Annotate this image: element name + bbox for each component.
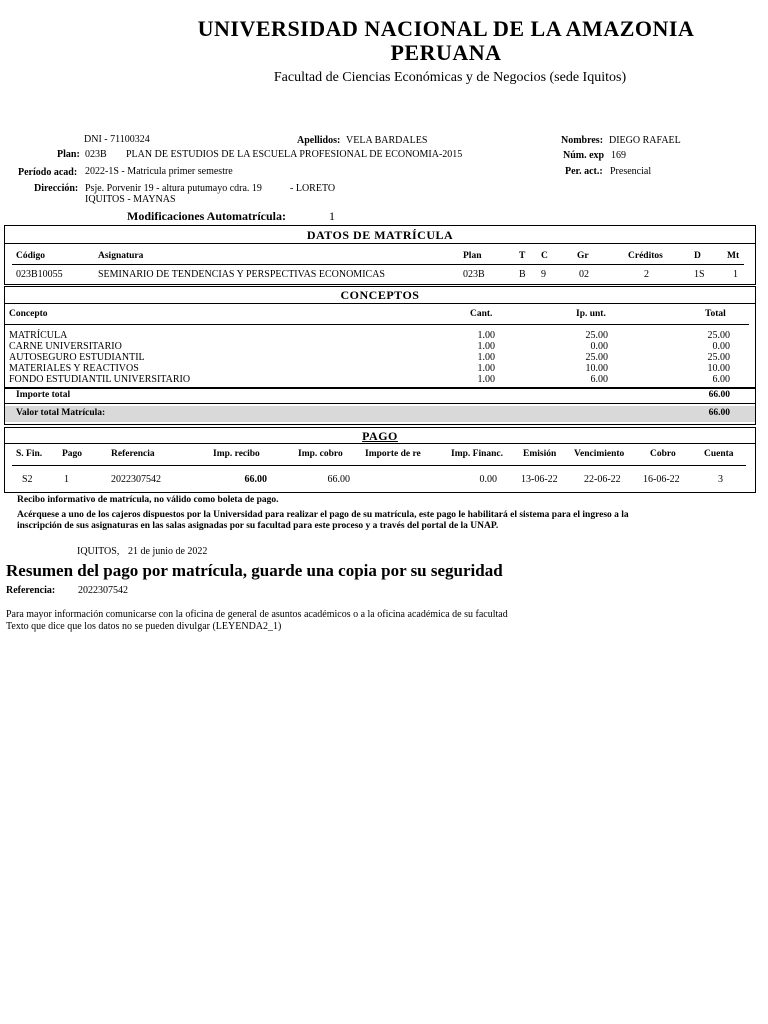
address-line1: Psje. Porvenir 19 - altura putumayo cdra. 19: [85, 183, 262, 194]
col-c: C: [541, 251, 548, 261]
divider: [12, 465, 746, 466]
cell-plan: 023B: [463, 269, 485, 280]
student-dni: DNI - 71100324: [84, 134, 150, 145]
modifications-label: Modificaciones Automatrícula:: [127, 209, 286, 223]
enrollment-total-label: Valor total Matrícula:: [16, 408, 106, 418]
total-amount-label: Importe total: [16, 390, 71, 400]
faculty-name: Facultad de Ciencias Económicas y de Negocios (sede Iquitos): [273, 70, 627, 85]
cell-mt: 1: [733, 269, 738, 280]
names-value: DIEGO RAFAEL: [609, 135, 681, 146]
col-total: Total: [705, 309, 726, 319]
concept-name: MATRÍCULA: [9, 330, 68, 341]
legend-text: Texto que dice que los datos no se pueden divulgar (LEYENDA2_1): [6, 621, 282, 632]
col-vencimiento: Vencimiento: [574, 449, 625, 459]
divider: [5, 443, 755, 444]
address-line2: IQUITOS - MAYNAS: [85, 194, 176, 205]
concept-unit: 6.00: [590, 374, 608, 385]
cell-asignatura: SEMINARIO DE TENDENCIAS Y PERSPECTIVAS ECONOMICAS: [98, 269, 385, 280]
col-referencia: Referencia: [111, 449, 155, 459]
names-label: Nombres:: [561, 135, 604, 146]
col-unit-price: Ip. unt.: [576, 309, 606, 319]
col-importe-re: Importe de re: [365, 449, 421, 459]
surname-value: VELA BARDALES: [346, 135, 428, 146]
summary-title: Resumen del pago por matrícula, guarde una copia por su seguridad: [6, 561, 503, 580]
concept-qty: 1.00: [477, 341, 495, 352]
enrollment-title: DATOS DE MATRÍCULA: [306, 228, 454, 242]
modality-value: Presencial: [610, 166, 652, 177]
col-cuenta: Cuenta: [704, 449, 734, 459]
concept-total: 10.00: [707, 363, 730, 374]
cell-c: 9: [541, 269, 546, 280]
plan-code: 023B: [85, 149, 107, 160]
divider: [5, 243, 755, 244]
plan-label: Plan:: [57, 149, 80, 160]
col-creditos: Créditos: [628, 251, 663, 261]
payment-title: PAGO: [362, 429, 398, 443]
plan-name: PLAN DE ESTUDIOS DE LA ESCUELA PROFESIONAL DE ECONOMIA-2015: [126, 149, 463, 160]
divider: [5, 303, 755, 304]
cell-imp-financ: 0.00: [479, 474, 497, 485]
concept-total: 6.00: [712, 374, 730, 385]
concept-unit: 25.00: [585, 330, 608, 341]
receipt-note: Recibo informativo de matrícula, no válido como boleta de pago.: [17, 495, 279, 505]
col-concepto: Concepto: [9, 309, 48, 319]
concept-qty: 1.00: [477, 330, 495, 341]
cell-imp-cobro: 66.00: [327, 474, 350, 485]
col-asignatura: Asignatura: [98, 251, 144, 261]
concept-qty: 1.00: [477, 363, 495, 374]
university-name-line1: UNIVERSIDAD NACIONAL DE LA AMAZONIA: [197, 16, 695, 41]
col-codigo: Código: [16, 251, 46, 261]
period-label: Período acad:: [18, 167, 78, 178]
col-mt: Mt: [727, 251, 740, 261]
university-name-line2: PERUANA: [390, 40, 502, 65]
modality-label: Per. act.:: [565, 166, 603, 177]
concept-total: 0.00: [712, 341, 730, 352]
divider: [12, 264, 744, 265]
cell-cobro: 16-06-22: [643, 474, 680, 485]
col-imp-financ: Imp. Financ.: [451, 449, 503, 459]
divider: [5, 324, 749, 325]
concept-unit: 25.00: [585, 352, 608, 363]
col-imp-cobro: Imp. cobro: [298, 449, 343, 459]
cell-codigo: 023B10055: [16, 269, 63, 280]
exp-number-label: Núm. exp: [563, 150, 605, 161]
address-label: Dirección:: [34, 183, 79, 194]
enrollment-total-value: 66.00: [708, 408, 730, 418]
col-cantidad: Cant.: [470, 309, 493, 319]
payment-instructions-line1: Acérquese a uno de los cajeros dispuestos por la Universidad para realizar el pago de su matrícula, este pago le habilitará el sistema para el ingreso a la: [17, 510, 629, 520]
place: IQUITOS,: [77, 546, 120, 557]
concept-qty: 1.00: [477, 374, 495, 385]
cell-emision: 13-06-22: [521, 474, 558, 485]
surname-label: Apellidos:: [297, 135, 341, 146]
col-t: T: [519, 251, 526, 261]
reference-label: Referencia:: [6, 585, 56, 596]
cell-imp-recibo: 66.00: [244, 474, 267, 485]
col-cobro: Cobro: [650, 449, 676, 459]
concept-unit: 0.00: [590, 341, 608, 352]
col-gr: Gr: [577, 251, 589, 261]
divider: [5, 403, 755, 404]
exp-number-value: 169: [611, 150, 626, 161]
cell-referencia: 2022307542: [111, 474, 161, 485]
contact-info: Para mayor información comunicarse con la oficina de general de asuntos académicos o a la oficina académica de su facultad: [6, 609, 508, 620]
col-s-fin: S. Fin.: [16, 449, 43, 459]
concept-name: AUTOSEGURO ESTUDIANTIL: [9, 352, 145, 363]
period-value: 2022-1S - Matricula primer semestre: [85, 166, 233, 177]
enrollment-total-band: [5, 406, 755, 422]
divider: [5, 387, 755, 389]
concept-total: 25.00: [707, 352, 730, 363]
total-amount-value: 66.00: [708, 390, 730, 400]
payment-instructions-line2: inscripción de sus asignaturas en las salas asignadas por su facultad para este proceso y a través del portal de la UNAP.: [17, 521, 499, 531]
col-plan: Plan: [463, 251, 482, 261]
address-region: - LORETO: [290, 183, 336, 194]
cell-creditos: 2: [644, 269, 649, 280]
cell-s-fin: S2: [22, 474, 33, 485]
concepts-title: CONCEPTOS: [340, 288, 420, 302]
concept-total: 25.00: [707, 330, 730, 341]
cell-t: B: [519, 269, 526, 280]
cell-cuenta: 3: [718, 474, 723, 485]
cell-gr: 02: [579, 269, 589, 280]
concept-name: CARNE UNIVERSITARIO: [9, 341, 122, 352]
issue-date: 21 de junio de 2022: [128, 546, 208, 557]
concept-qty: 1.00: [477, 352, 495, 363]
concept-unit: 10.00: [585, 363, 608, 374]
col-pago: Pago: [62, 449, 83, 459]
concept-name: MATERIALES Y REACTIVOS: [9, 363, 139, 374]
cell-vencimiento: 22-06-22: [584, 474, 621, 485]
col-d: D: [694, 251, 701, 261]
col-imp-recibo: Imp. recibo: [213, 449, 260, 459]
cell-d: 1S: [694, 269, 705, 280]
cell-pago: 1: [64, 474, 69, 485]
reference-value: 2022307542: [78, 585, 128, 596]
modifications-value: 1: [329, 209, 335, 223]
col-emision: Emisión: [523, 449, 557, 459]
concept-name: FONDO ESTUDIANTIL UNIVERSITARIO: [9, 374, 191, 385]
